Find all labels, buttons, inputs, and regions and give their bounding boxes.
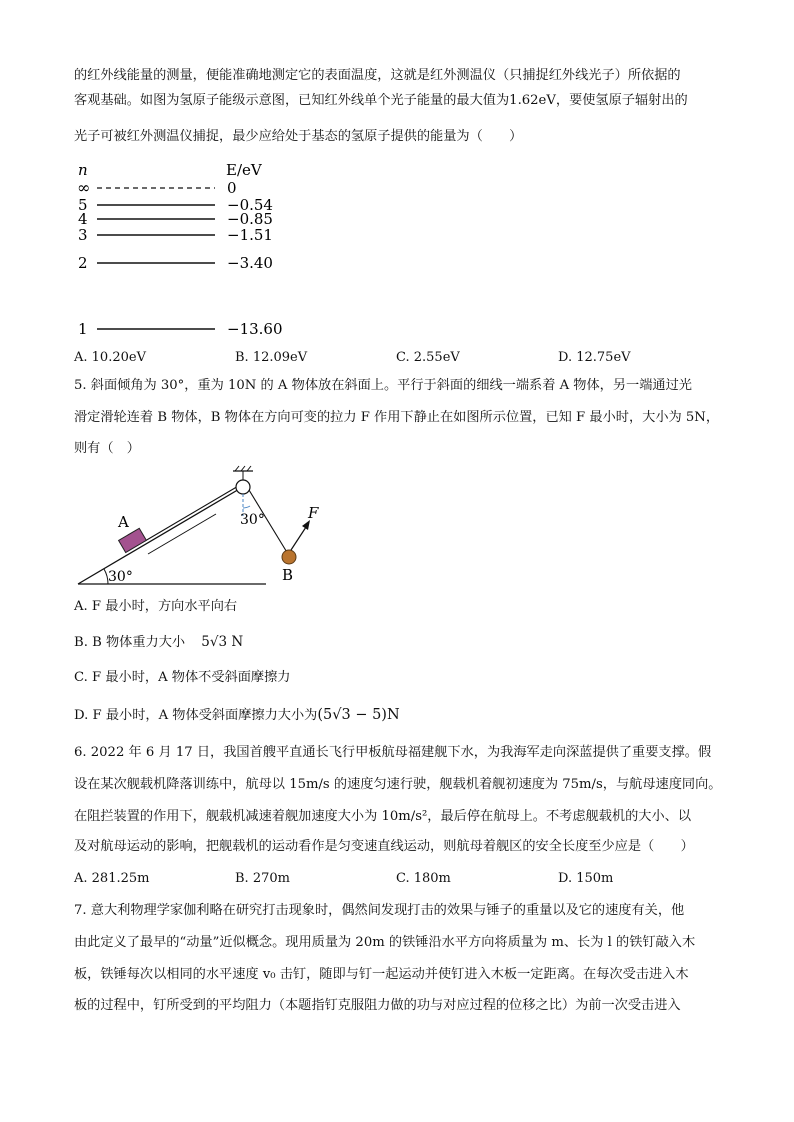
ball-b-label: B (282, 566, 294, 584)
q7-line-3: 板，铁锤每次以相同的水平速度 v₀ 击钉，随即与钉一起运动并使钉进入木板一定距离。在每次受击进入木 (74, 967, 689, 982)
q4-option-c[interactable]: C. 2.55eV (396, 350, 460, 365)
q5-line-2: 滑定滑轮连着 B 物体，B 物体在方向可变的拉力 F 作用下静止在如图所示位置，已知 F 最小时，大小为 5N， (74, 410, 720, 425)
block-a (119, 528, 147, 552)
q5-option-c[interactable]: C. F 最小时，A 物体不受斜面摩擦力 (74, 670, 291, 685)
force-label: F (308, 504, 319, 522)
q5-option-d[interactable] (74, 706, 400, 725)
q5-option-b-value: 5√3 N (201, 634, 244, 650)
level-e-1: −13.60 (227, 320, 283, 338)
level-e-2: −3.40 (227, 254, 273, 272)
q7-line-2: 由此定义了最早的“动量”近似概念。现用质量为 20m 的铁锤沿水平方向将质量为 m、长为 l 的铁钉敲入木 (74, 935, 696, 950)
energy-level-diagram (70, 155, 310, 345)
n-axis-label: n (78, 161, 88, 179)
rope-a (145, 485, 240, 541)
level-n-3: 3 (78, 226, 88, 244)
level-n-5: 5 (78, 196, 88, 214)
q5-option-a[interactable]: A. F 最小时，方向水平向右 (74, 599, 238, 614)
block-a-label: A (118, 513, 129, 531)
q5-option-d-value: (5√3 − 5)N (317, 707, 400, 723)
q7-line-1: 7. 意大利物理学家伽利略在研究打击现象时，偶然间发现打击的效果与锤子的重量以及它的速度有关，他 (74, 903, 685, 918)
q4-line-2: 客观基础。如图为氢原子能级示意图，已知红外线单个光子能量的最大值为1.62eV，要使氢原子辐射出的 (74, 93, 688, 108)
q6-line-4: 及对航母运动的影响，把舰载机的运动看作是匀变速直线运动，则航母着舰区的安全长度至少应是（ ） (74, 839, 694, 854)
q5-option-d-prefix: D. F 最小时，A 物体受斜面摩擦力大小为 (74, 708, 318, 723)
q4-line-3: 光子可被红外测温仪捕捉，最少应给处于基态的氢原子提供的能量为（ ） (74, 129, 523, 144)
hatch-3 (247, 466, 251, 471)
q4-line-1: 的红外线能量的测量，便能准确地测定它的表面温度，这就是红外测温仪（只捕捉红外线光子）所依据的 (74, 68, 681, 83)
level-e-3: −1.51 (227, 226, 273, 244)
level-e-inf: 0 (227, 179, 237, 197)
level-n-1: 1 (78, 320, 88, 338)
q6-option-b[interactable]: B. 270m (235, 871, 290, 886)
q5-line-1: 5. 斜面倾角为 30°，重为 10N 的 A 物体放在斜面上。平行于斜面的细线一端系着 A 物体，另一端通过光 (74, 378, 692, 393)
q4-option-a[interactable]: A. 10.20eV (74, 350, 146, 365)
q7-line-4: 板的过程中，钉所受到的平均阻力（本题指钉克服阻力做的功与对应过程的位移之比）为前一次受击进入 (74, 998, 681, 1013)
hatch-2 (241, 466, 245, 471)
pulley (236, 480, 250, 494)
level-e-4: −0.85 (227, 210, 273, 228)
ball-b (282, 550, 296, 564)
level-e-5: −0.54 (227, 196, 273, 214)
level-n-2: 2 (78, 254, 88, 272)
rope-angle-label: 30° (240, 512, 265, 528)
q6-line-1: 6. 2022 年 6 月 17 日，我国首艘平直通长飞行甲板航母福建舰下水，为我海军走向深蓝提供了重要支撑。假 (74, 745, 712, 760)
incline-pulley-figure (70, 462, 340, 590)
q4-option-d[interactable]: D. 12.75eV (558, 350, 631, 365)
level-n-inf: ∞ (77, 178, 91, 197)
q6-option-d[interactable]: D. 150m (558, 871, 614, 886)
q5-option-b[interactable] (74, 633, 243, 652)
hatch-1 (235, 466, 239, 471)
q6-line-3: 在阻拦装置的作用下，舰载机减速着舰加速度大小为 10m/s²，最后停在航母上。不考虑舰载机的大小、以 (74, 809, 692, 824)
q6-line-2: 设在某次舰载机降落训练中，航母以 15m/s 的速度匀速行驶，舰载机着舰初速度为 75m/s，与航母速度同向。 (74, 777, 722, 792)
incline-angle-label: 30° (108, 569, 133, 585)
q5-line-3: 则有（ ） (74, 441, 140, 456)
q6-option-c[interactable]: C. 180m (396, 871, 451, 886)
q4-option-b[interactable]: B. 12.09eV (235, 350, 308, 365)
guide-line (148, 514, 216, 554)
rope-angle-arc (243, 506, 250, 508)
level-n-4: 4 (78, 210, 88, 228)
q5-option-b-prefix: B. B 物体重力大小 (74, 635, 186, 650)
e-axis-label: E/eV (226, 161, 262, 179)
q6-option-a[interactable]: A. 281.25m (74, 871, 150, 886)
incline-surface (78, 488, 241, 584)
